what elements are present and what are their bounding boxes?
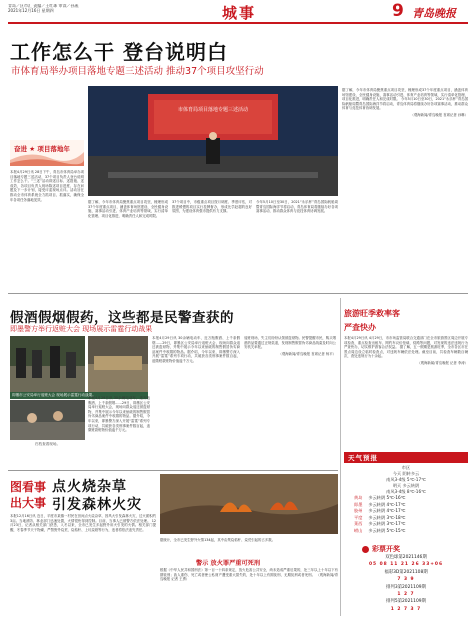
fire-body-3-text: 据统计，全市已发生野外火情134起，其中由焚烧秸秆、烧荒引起的占多数。 <box>160 538 275 542</box>
stage-graphic <box>88 86 338 196</box>
fraud-body-col2-text: 本报4月29日讯 30余辆电动车、近万瓶假酒、上千条假烟……29日，即墨区公安局举行返赃大会，现场向群众返还被盗财物，并集中展示今年以来侦破的制售假冒伪劣商品案件中收缴的物品。据介绍，今年以来，即墨警方深入开展“雷霆”系列专项行动，共破获各类刑事案件数百起，追缴赃款赃物价值逾千万元。 <box>152 336 240 363</box>
tourism-body-text: 本报4月29日讯 4月29日，市市场监管局联合交通部门在全市旅游景区周边开展专项检查，重点检查出租车、网约车议价拒载、绕路等问题，对发现的违法违规行为严查快办，切实维护游客合法权益。 <box>344 336 468 350</box>
fraud-photo-1 <box>10 336 85 392</box>
lead-body-2-text: 据了解，今年市体育局聚焦重点项目攻坚，梳理形成37个年度重点项目，涵盖体育场馆建设、全民健身设施、赛事活动引进、体育产业培育等领域，实行清单化管理、项目化推进，明确责任人和完成时限。 <box>88 200 168 218</box>
fire-warning-body <box>160 568 338 616</box>
tourism-body-2-text: 据了解，五一假期是旅游旺季，全市各区市在景点周边设立临时检查点，对违规车辆依法处理。截至目前，共检查车辆数百辆次，查处违规行为十余起。 <box>344 345 468 359</box>
weather-district-name: 莱西 <box>354 521 363 527</box>
fraud-body-col3 <box>244 336 336 466</box>
weather-city-block <box>344 463 468 495</box>
tourism-headline-2: 严查快办 <box>344 323 376 332</box>
lead-headline: 工作怎么干 登台说明白 <box>10 40 228 64</box>
tourism-body <box>344 336 468 446</box>
lottery-row: 排列5第2021109期 <box>386 599 426 605</box>
lottery-box <box>344 544 468 618</box>
fire-body-3 <box>160 538 338 556</box>
weather-district-text: 多云转阴 5℃-15℃ <box>368 527 406 533</box>
weather-district-text: 多云转阴 4℃-17℃ <box>368 508 406 514</box>
weather-district-list <box>344 495 468 535</box>
fraud-photo-3-graphic <box>10 400 85 440</box>
issue-info-line1: 青岛／区市汇 责编／王红珠 审读／孙燕 <box>8 4 79 8</box>
brand-logo: 青岛晚报 <box>412 7 456 20</box>
fire-body-2-text: 12月23日，记者从相关部门获悉，入冬以来，全市已发生多起野外用火引发的火情。相关部门提醒，冬春季节天干物燥，严禁野外烧荒、烧秸秆、上坟烧纸等行为，违者将依法追究责任。 <box>10 518 156 532</box>
fire-photo-graphic <box>160 474 338 534</box>
weather-district-row <box>354 521 458 528</box>
lottery-row: 1 2 7 3 7 <box>390 606 422 612</box>
fire-rule <box>8 470 338 471</box>
weather-today: 今天 阴转多云 <box>392 471 420 476</box>
weather-tomorrow: 明天 多云转阴 <box>392 483 420 488</box>
lead-body-text: 本报4月29日讯 28日下午，青岛市体育局举办项目落地专题三述活动，37个项目负责人登台说明工作怎么干。“三述”活动即述目标、述措施、述成效，各项目负责人现场陈述项目进度、存在问题及下一步计划，接受评委现场点评。活动旨在推动全市体育系统全力抓项目、抓落实，确保全年各项任务落地见效。 <box>10 170 84 202</box>
weather-district-name: 平度 <box>354 514 363 520</box>
stage-banner-text: 市体育局项目落地专题三述活动 <box>177 107 248 113</box>
lottery-title: 彩票开奖 <box>372 545 400 553</box>
fraud-caption-1: 即墨市公安局举行返赃大会 现场展示雷霆行动战果。 <box>10 392 148 399</box>
lottery-title-bar <box>344 544 468 554</box>
fraud-photo-2 <box>88 336 148 392</box>
lead-body-2 <box>88 200 168 288</box>
weather-tomorrow-wind: 南风3-4级 8℃-16℃ <box>386 489 426 494</box>
weather-district-name: 黄岛 <box>354 495 363 500</box>
lottery-row: 双色球第2021146期 <box>385 555 427 560</box>
weather-district-row <box>354 528 458 535</box>
weather-title: 天气预报 <box>348 454 378 462</box>
fire-warning-title: 警示 放火罪严重可死刑 <box>196 560 261 567</box>
fraud-photo-3 <box>10 400 85 440</box>
section-title: 城事 <box>222 4 257 22</box>
lottery-row: 1 2 7 <box>397 592 415 598</box>
weather-district-text: 多云转阴 3℃-18℃ <box>368 514 406 520</box>
header-rule <box>8 22 468 24</box>
weather-title-bar <box>344 452 468 463</box>
lead-banner-image <box>10 140 84 166</box>
banner-text: 奋进 ★ 项目落地年 <box>14 145 70 153</box>
weather-today-wind: 南风3-4级 5℃-17℃ <box>386 477 426 482</box>
tourism-col-rule <box>340 298 341 616</box>
fraud-body-col3-text: 返赃现场，失主们纷纷认领被盗财物。民警提醒市民，购买烟酒药品要通过正规渠道，发现制售假冒伪劣商品线索及时向公安机关举报。 <box>244 336 336 350</box>
fraud-caption-2: 归档查看现场。 <box>34 442 61 446</box>
tourism-author: （观海新闻/青岛晚报 记者 李涛） <box>417 360 468 365</box>
fraud-body <box>88 396 150 466</box>
fire-warning-body-text: 根据《中华人民共和国刑法》第一百一十四条规定，放火危害公共安全，尚未造成严重后果的，处三年以上十年以下有期徒刑；致人重伤、死亡或者使公私财产遭受重大损失的，处十年以上有期徒刑、无期徒刑或者死刑。 <box>160 568 338 577</box>
weather-district-text: 多云转阴 3℃-17℃ <box>368 521 406 527</box>
fire-kicker-2: 出大事 <box>10 496 47 510</box>
lottery-row: 05 08 11 21 26 33+06 <box>368 562 444 568</box>
page-number: 9 <box>392 1 404 21</box>
fraud-headline: 假酒假烟假药，这些都是民警查获的 <box>10 310 234 326</box>
weather-district-name: 胶州 <box>354 508 363 514</box>
lottery-row: 7 3 9 <box>397 577 415 583</box>
weather-district-text: 多云转阴 5℃-16℃ <box>368 495 406 500</box>
fire-headline-2: 引发森林火灾 <box>52 497 142 513</box>
weather-district-name: 崂山 <box>354 527 363 533</box>
fraud-body-col2 <box>152 336 240 466</box>
lead-body-5-text: 据了解，今年市体育局聚焦重点项目攻坚，梳理形成37个年度重点项目，涵盖体育场馆建设、全民健身设施、赛事活动引进、体育产业培育等领域，实行清单化管理、项目化推进，明确责任人和完成时限。 <box>342 88 468 102</box>
lead-body <box>10 170 84 288</box>
weather-box <box>344 452 468 533</box>
masthead <box>0 0 475 24</box>
lead-subheadline: 市体育局举办项目落地专题三述活动 推动37个项目攻坚行动 <box>11 66 264 77</box>
lead-body-4 <box>256 200 338 288</box>
lead-body-3 <box>172 200 252 288</box>
issue-info-line2: 2021年12月16日 星期四 <box>8 7 54 13</box>
lead-body-4-text: 今年5月10日至30日，2021“永乐杯”青岛国际帆船周暨青岛国际海洋节将启动，青岛体育局将继续办好各项赛事活动，推动群众体育与竞技体育协调发展。 <box>256 200 338 214</box>
lead-body-5-text-b: 今年5月10日至30日，2021“永乐杯”青岛国际帆船周暨青岛国际海洋节将启动，青岛体育局将继续办好各项赛事活动，推动群众体育与竞技体育协调发展。 <box>342 97 468 111</box>
weather-district-text: 多云转阴 4℃-17℃ <box>368 501 406 507</box>
lottery-row: 排列3第2021109期 <box>386 584 426 590</box>
lottery-row-list <box>344 554 468 613</box>
fraud-photo-2-graphic <box>88 336 148 392</box>
lottery-icon <box>362 546 369 553</box>
fraud-body-text: 本报4月29日讯 30余辆电动车、近万瓶假酒、上千条假烟……29日，即墨区公安局举行返赃大会，现场向群众返还被盗财物，并集中展示今年以来侦破的制售假冒伪劣商品案件中收缴的物品。据介绍，今年以来，即墨警方深入开展“雷霆”系列专项行动，共破获各类刑事案件数百起，追缴赃款赃物价值逾千万元。 <box>88 396 150 433</box>
fire-kicker-1: 图看事 <box>10 480 47 494</box>
fire-headline-1: 点火烧杂草 <box>52 479 127 495</box>
fire-body-text: 本报12月16日讯 近日，平度市某镇一村民在田间点火烧杂草，因风大引发森林火灾，过火面积约3亩。当地消防、林业部门迅速处置，火情很快得到控制。目前，当事人已被警方依法处理。 <box>10 514 156 523</box>
lead-body-5 <box>342 88 468 288</box>
fire-author: （观海新闻/青岛晚报 记者 王勇） <box>160 572 338 582</box>
lead-separator <box>8 293 468 294</box>
fire-body <box>10 514 156 616</box>
fire-photo <box>160 474 338 534</box>
issue-info <box>8 4 148 13</box>
lottery-row: 福彩3D第2021108期 <box>384 569 428 575</box>
weather-district-name: 即墨 <box>354 501 363 507</box>
lead-author: （观海新闻/青岛晚报 首席记者 孙琳） <box>410 112 468 117</box>
lead-body-3-text: 37个项目中，市级重点项目按月调度、季度评估，对推进缓慢的项目实行挂牌督办，形成比学赶超的良好氛围，为建设体育强市提供有力支撑。 <box>172 200 252 214</box>
lead-stage-photo <box>88 86 338 196</box>
tourism-headline-1: 旅游旺季救率客 <box>344 309 400 318</box>
fraud-author: （观海新闻/青岛晚报 首席记者 杨平） <box>278 351 336 356</box>
weather-city: 市区 <box>401 465 411 470</box>
weather-district-row <box>354 508 458 515</box>
weather-district-row <box>354 495 458 502</box>
fraud-photo-graphic <box>10 336 85 392</box>
fraud-subheadline: 即墨警方举行返赃大会 现场展示雷霆行动战果 <box>10 325 153 333</box>
